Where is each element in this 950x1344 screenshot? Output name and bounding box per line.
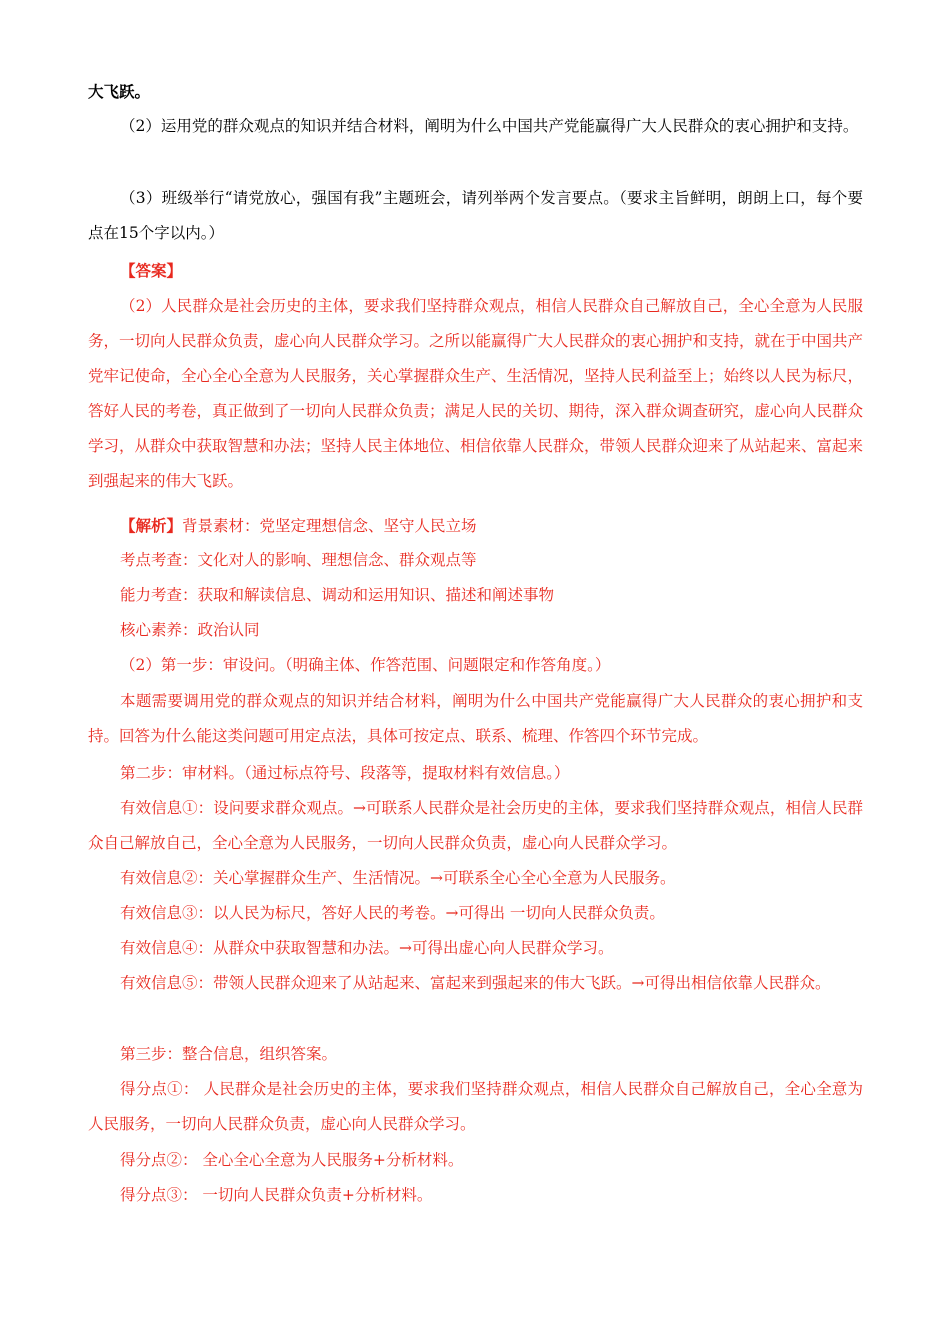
question-tail: 大飞跃。: [88, 82, 151, 101]
step-3: 第三步：整合信息，组织答案。: [120, 1045, 338, 1063]
step-1-detail: 本题需要调用党的群众观点的知识并结合材料，阐明为什么中国共产党能赢得广大人民群众的衷心拥护和支持。回答为什么能这类问题可用定点法，具体可按定点、联系、梳理、作答四个环节完成。: [88, 692, 863, 745]
effective-info-2: 有效信息②：关心掌握群众生产、生活情况。→可联系全心全心全意为人民服务。: [120, 869, 676, 887]
analysis-label: 【解析】: [120, 516, 183, 535]
exam-points: 考点考查：文化对人的影响、理想信念、群众观点等: [120, 551, 477, 569]
answer-text: （2）人民群众是社会历史的主体，要求我们坚持群众观点，相信人民群众自己解放自己，全心全意为人民服务，一切向人民群众负责，虚心向人民群众学习。之所以能赢得广大人民群众的衷心拥护和支持，就在于中国共产党牢记使命，全心全心全意为人民服务，关心掌握群众生产、生活情况，坚持人民利益至上；始终以人民为标尺，答好人民的考卷，真正做到了一切向人民群众负责；满足人民的关切、期待，深入群众调查研究，虚心向人民群众学习，从群众中获取智慧和办法；坚持人民主体地位、相信依靠人民群众，带领人民群众迎来了从站起来、富起来到强起来的伟大飞跃。: [88, 297, 864, 490]
question-3: （3）班级举行“请党放心，强国有我”主题班会，请列举两个发言要点。（要求主旨鲜明，朗朗上口，每个要点在15个字以内。）: [88, 189, 863, 242]
analysis-background: [88, 508, 863, 544]
core-literacy: 核心素养：政治认同: [120, 621, 260, 639]
analysis-background-text: 背景素材：党坚定理想信念、坚守人民立场: [182, 517, 477, 535]
effective-info-4: 有效信息④：从群众中获取智慧和办法。→可得出虚心向人民群众学习。: [120, 939, 614, 957]
ability-points: 能力考查：获取和解读信息、调动和运用知识、描述和阐述事物: [120, 586, 555, 604]
score-point-2: 得分点②： 全心全心全意为人民服务+分析材料。: [120, 1151, 464, 1169]
effective-info-1: 有效信息①：设问要求群众观点。→可联系人民群众是社会历史的主体，要求我们坚持群众观点，相信人民群众自己解放自己，全心全意为人民服务，一切向人民群众负责，虚心向人民群众学习。: [88, 799, 863, 852]
score-point-3: 得分点③： 一切向人民群众负责+分析材料。: [120, 1186, 433, 1204]
question-2: （2）运用党的群众观点的知识并结合材料，阐明为什么中国共产党能赢得广大人民群众的衷心拥护和支持。: [120, 117, 859, 135]
effective-info-5: 有效信息⑤：带领人民群众迎来了从站起来、富起来到强起来的伟大飞跃。→可得出相信依靠人民群众。: [120, 974, 831, 992]
score-point-1: 得分点①： 人民群众是社会历史的主体，要求我们坚持群众观点，相信人民群众自己解放自己，全心全意为人民服务，一切向人民群众负责，虚心向人民群众学习。: [88, 1080, 863, 1133]
step-1: （2）第一步：审设问。（明确主体、作答范围、问题限定和作答角度。）: [120, 656, 611, 674]
answer-label: 【答案】: [120, 261, 183, 280]
effective-info-3: 有效信息③：以人民为标尺，答好人民的考卷。→可得出 一切向人民群众负责。: [120, 904, 665, 922]
step-2: 第二步：审材料。（通过标点符号、段落等，提取材料有效信息。）: [120, 764, 570, 782]
